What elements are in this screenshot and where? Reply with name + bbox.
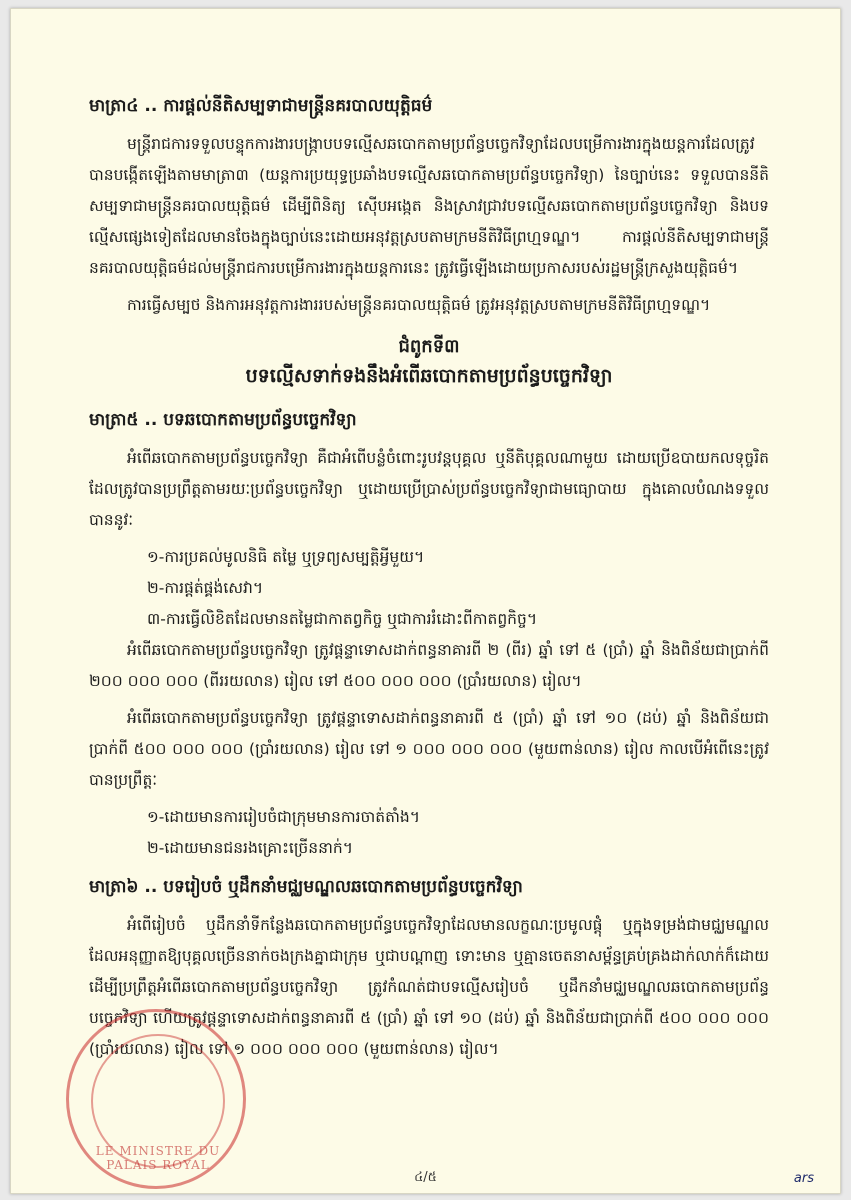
article-5-intro: អំពើឆបោកតាមប្រព័ន្ធបច្ចេកវិទ្យា គឺជាអំពើបន្លំចំពោះរូបវន្តបុគ្គល ឬនីតិបុគ្គលណាមួយ ដោយប្រើឧបាយកលទុច្ចរិត ដែលត្រូវបានប្រព្រឹត្តតាមរយៈប្រព័ន្ធបច្ចេកវិទ្យា ឬដោយប្រើប្រាស់ប្រព័ន្ធបច្ចេកវិទ្យាជាមធ្យោបាយ ក្នុងគោលបំណងទទួលបាននូវៈ	[89, 449, 769, 529]
official-seal	[66, 1009, 246, 1189]
article-4-heading: មាត្រា៤ .. ការផ្តល់នីតិសម្បទាជាមន្ត្រីនគរបាលយុត្តិធម៌	[89, 96, 433, 116]
list-item: ៣-ការធ្វើលិខិតដែលមានតម្លៃជាកាតព្វកិច្ច ឬជាការរំដោះពីកាតព្វកិច្ច។	[147, 610, 538, 628]
article-5-penalty-1: អំពើឆបោកតាមប្រព័ន្ធបច្ចេកវិទ្យា ត្រូវផ្តន្ទាទោសដាក់ពន្ធនាគារពី ២ (ពីរ) ឆ្នាំ ទៅ ៥ (ប្រាំ) ឆ្នាំ និងពិន័យជាប្រាក់ពី ២០០ ០០០ ០០០ (ពីររយលាន) រៀល ទៅ ៥០០ ០០០ ០០០ (ប្រាំរយលាន) រៀល។	[89, 641, 769, 690]
seal-text: LE MINISTRE DU PALAIS ROYAL	[95, 1144, 221, 1172]
page-number: ៤/៥	[414, 1170, 437, 1185]
chapter-number: ជំពូកទី៣	[398, 336, 460, 357]
list-item: ២-ដោយមានជនរងគ្រោះច្រើននាក់។	[147, 839, 353, 857]
chapter-title: បទល្មើសទាក់ទងនឹងអំពើឆបោកតាមប្រព័ន្ធបច្ចេកវិទ្យា	[245, 365, 613, 387]
article-6-heading: មាត្រា៦ .. បទរៀបចំ ឬដឹកនាំមជ្ឈមណ្ឌលឆបោកតាមប្រព័ន្ធបច្ចេកវិទ្យា	[89, 877, 523, 897]
list-item: ១-ដោយមានការរៀបចំជាក្រុមមានការចាត់តាំង។	[147, 808, 420, 826]
article-6-paragraph: អំពើរៀបចំ ឬដឹកនាំទីកន្លែងឆបោកតាមប្រព័ន្ធបច្ចេកវិទ្យាដែលមានលក្ខណៈប្រមូលផ្តុំ ឬក្នុងទម្រង់ជាមជ្ឈមណ្ឌល ដែលអនុញ្ញាតឱ្យបុគ្គលច្រើននាក់ចងក្រងគ្នាជាក្រុម ឬជាបណ្តាញ ទោះមាន ឬគ្មានចេតនាសម្ព័ន្ធគ្រប់គ្រងដាក់លាក់ក៏ដោយ ដើម្បីប្រព្រឹត្តអំពើឆបោកតាមប្រព័ន្ធបច្ចេកវិទ្យា ត្រូវកំណត់ជាបទល្មើសរៀបចំ ឬដឹកនាំមជ្ឈមណ្ឌលឆបោកតាមប្រព័ន្ធបច្ចេកវិទ្យា ហើយត្រូវផ្តន្ទាទោសដាក់ពន្ធនាគារពី ៥ (ប្រាំ) ឆ្នាំ ទៅ ១០ (ដប់) ឆ្នាំ និងពិន័យជាប្រាក់ពី ៥០០ ០០០ ០០០ (ប្រាំរយលាន) រៀល ទៅ ១ ០០០ ០០០ ០០០ (មួយពាន់លាន) រៀល។	[89, 916, 769, 1058]
list-item: ២-ការផ្តត់ផ្គង់សេវា។	[147, 579, 264, 597]
document-page	[10, 8, 841, 1194]
article-5-penalty-2: អំពើឆបោកតាមប្រព័ន្ធបច្ចេកវិទ្យា ត្រូវផ្តន្ទាទោសដាក់ពន្ធនាគារពី ៥ (ប្រាំ) ឆ្នាំ ទៅ ១០ (ដប់) ឆ្នាំ និងពិន័យជាប្រាក់ពី ៥០០ ០០០ ០០០ (ប្រាំរយលាន) រៀល ទៅ ១ ០០០ ០០០ ០០០ (មួយពាន់លាន) រៀល កាលបើអំពើនេះត្រូវបានប្រព្រឹត្តៈ	[89, 709, 769, 789]
initials-signature: ars	[793, 1171, 814, 1186]
document-body	[89, 93, 769, 1071]
article-5-heading: មាត្រា៥ .. បទឆបោកតាមប្រព័ន្ធបច្ចេកវិទ្យា	[89, 410, 357, 430]
chapter-header	[89, 333, 769, 391]
article-4-paragraph-1: មន្ត្រីរាជការទទួលបន្ទុកការងារបង្ក្រាបបទល្មើសឆបោកតាមប្រព័ន្ធបច្ចេកវិទ្យាដែលបម្រើការងារក្នុងយន្តការដែលត្រូវបានបង្កើតឡើងតាមមាត្រា៣ (យន្តការប្រយុទ្ធប្រឆាំងបទល្មើសឆបោកតាមប្រព័ន្ធបច្ចេកវិទ្យា) នៃច្បាប់នេះ ទទួលបាននីតិសម្បទាជាមន្ត្រីនគរបាលយុត្តិធម៌ ដើម្បីពិនិត្យ ស៊ើបអង្កេត និងស្រាវជ្រាវបទល្មើសឆបោកតាមប្រព័ន្ធបច្ចេកវិទ្យា និងបទល្មើសផ្សេងទៀតដែលមានចែងក្នុងច្បាប់នេះដោយអនុវត្តស្របតាមក្រមនីតិវិធីព្រហ្មទណ្ឌ។ ការផ្តល់នីតិសម្បទាជាមន្ត្រីនគរបាលយុត្តិធម៌ដល់មន្ត្រីរាជការបម្រើការងារក្នុងយន្តការនេះ ត្រូវធ្វើឡើងដោយប្រកាសរបស់រដ្ឋមន្ត្រីក្រសួងយុត្តិធម៌។	[89, 135, 769, 277]
article-4-paragraph-2: ការធ្វើសម្បថ និងការអនុវត្តការងាររបស់មន្ត្រីនគរបាលយុត្តិធម៌ ត្រូវអនុវត្តស្របតាមក្រមនីតិវិធីព្រហ្មទណ្ឌ។	[127, 296, 711, 314]
list-item: ១-ការប្រគល់មូលនិធិ តម្លៃ ឬទ្រព្យសម្បត្តិអ្វីមួយ។	[147, 548, 425, 566]
